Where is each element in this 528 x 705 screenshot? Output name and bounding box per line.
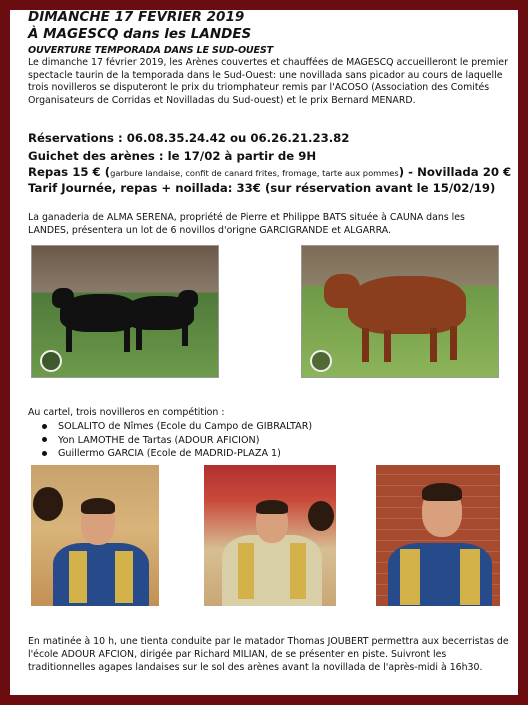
reservations-line: Réservations : 06.08.35.24.42 ou 06.26.21.23.82 — [28, 131, 350, 145]
torero-embroidery — [115, 551, 133, 603]
photo-black-bulls — [31, 245, 219, 378]
cartel-intro: Au cartel, trois novilleros en compétition : — [28, 407, 225, 418]
ganaderia-paragraph: La ganaderia de ALMA SERENA, propriété de Pierre et Philippe BATS située à CAUNA dans les LANDES, présentera un lot de 6 novillos d'origne GARCIGRANDE et ALGARRA. — [28, 212, 465, 236]
repas-detail: garbure landaise, confit de canard frites, fromage, tarte aux pommes — [110, 168, 399, 178]
torero-embroidery — [290, 543, 306, 599]
torero-embroidery — [460, 549, 480, 605]
photo-torero-lamothe — [204, 465, 336, 606]
bull-leg — [384, 330, 391, 362]
novilleros-list — [42, 420, 312, 461]
torero-embroidery — [238, 543, 254, 599]
montera-hat — [33, 487, 63, 521]
bullet-icon — [42, 424, 47, 429]
novillero-name: Guillermo GARCIA (Ecole de MADRID-PLAZA 1) — [58, 448, 281, 459]
title-date: DIMANCHE 17 FEVRIER 2019 — [28, 10, 245, 25]
torero-jacket — [53, 543, 149, 606]
title-location: À MAGESCQ dans les LANDES — [28, 26, 252, 42]
bull-leg — [136, 324, 142, 350]
red-bull-head — [324, 274, 360, 308]
torero-hair — [422, 483, 462, 501]
photographer-logo — [40, 350, 62, 372]
novillero-name: Yon LAMOTHE de Tartas (ADOUR AFICION) — [58, 434, 260, 446]
bull-leg — [430, 328, 437, 362]
montera-hat — [308, 501, 334, 531]
subtitle: OUVERTURE TEMPORADA DANS LE SUD-OUEST — [28, 45, 273, 56]
intro-paragraph: Le dimanche 17 février 2019, les Arènes couvertes et chauffées de MAGESCQ accueilleront le premier spectacle taurin de la temporada dans le Sud-Ouest: une novillada sans picador au cours de laquelle trois novilleros se disputeront le prix du triomphateur remis par l'ACOSO (Association des Comités Organisateurs de Corridas et Novilladas du Sud-ouest) et le prix Bernard MENARD. — [28, 57, 508, 106]
bull-leg — [182, 324, 188, 346]
photo-red-bull — [301, 245, 499, 378]
bull-leg — [362, 328, 369, 362]
black-bull-head — [52, 288, 74, 308]
repas-end: ) - Novillada 20 € — [398, 165, 512, 179]
footer-paragraph: En matinée à 10 h, une tienta conduite par le matador Thomas JOUBERT permettra aux becerristas de l'école ADOUR AFCION, dirigée par Richard MILIAN, de se présenter en piste. Suivront les traditionnelles agapes landaises sur le sol des arènes avant la novillada de l'après-midi à 16h30. — [28, 636, 509, 673]
tarif-line: Tarif Journée, repas + noillada: 33€ (sur réservation avant le 15/02/19) — [28, 181, 496, 195]
list-item — [42, 434, 312, 448]
photographer-logo — [310, 350, 332, 372]
photo-torero-solalito — [31, 465, 159, 606]
bullet-icon — [42, 451, 47, 456]
list-item — [42, 447, 312, 461]
repas-label: Repas 15 € ( — [28, 165, 111, 179]
guichet-line: Guichet des arènes : le 17/02 à partir de 9H — [28, 149, 317, 163]
torero-jacket — [222, 535, 322, 606]
flyer-content — [10, 10, 518, 695]
bullet-icon — [42, 437, 47, 442]
torero-hair — [256, 500, 288, 514]
repas-line — [28, 165, 511, 179]
torero-embroidery — [400, 549, 420, 605]
torero-embroidery — [69, 551, 87, 603]
black-bull-head — [178, 290, 198, 308]
novillero-name: SOLALITO de Nîmes (Ecole du Campo de GIBRALTAR) — [58, 421, 313, 432]
bull-leg — [450, 326, 457, 360]
torero-hair — [81, 498, 115, 514]
list-item — [42, 420, 312, 434]
bull-leg — [124, 326, 130, 352]
photo-torero-garcia — [376, 465, 500, 606]
bull-leg — [66, 326, 72, 352]
red-bull-body — [348, 276, 466, 334]
